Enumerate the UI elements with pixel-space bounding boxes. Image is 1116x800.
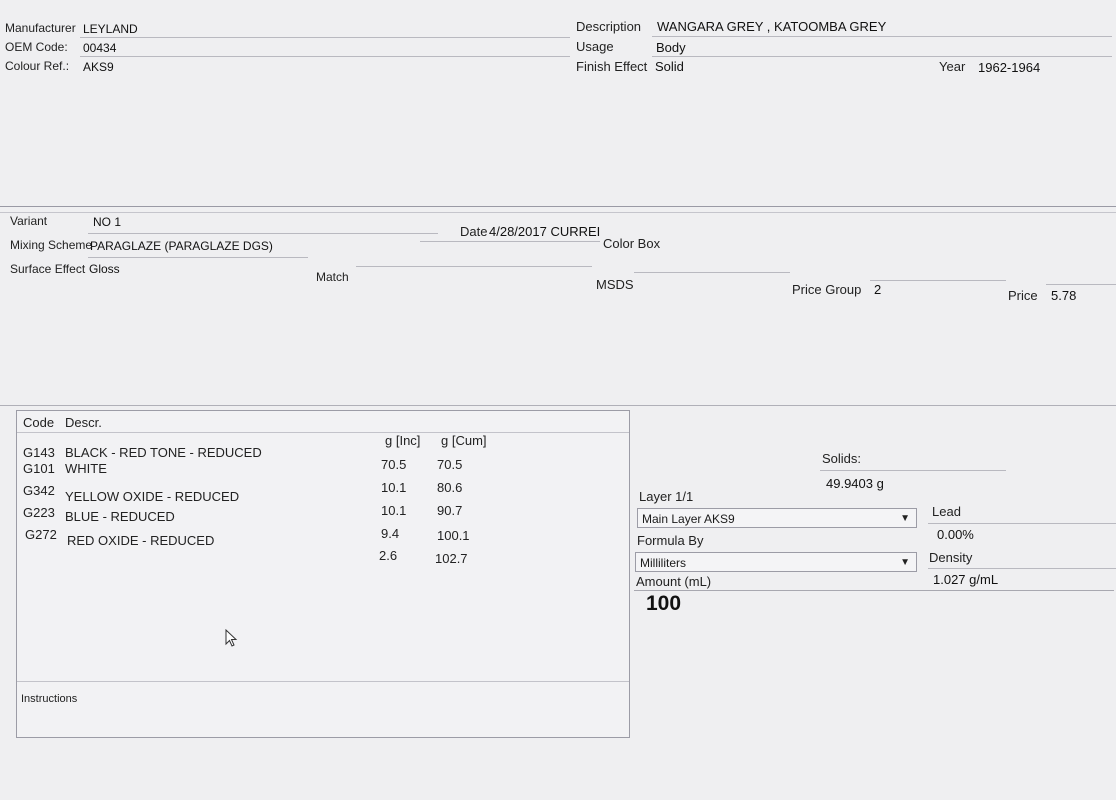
row-code: G272: [25, 527, 57, 542]
price-label: Price: [1008, 288, 1038, 303]
solids-label: Solids:: [822, 451, 862, 466]
match-label: Match: [316, 270, 349, 284]
layer-select-value: Main Layer AKS9: [642, 512, 735, 526]
date-label: Date: [460, 224, 488, 239]
cum-header[interactable]: g [Cum]: [441, 433, 487, 448]
mixing-scheme-field[interactable]: PARAGLAZE (PARAGLAZE DGS): [90, 239, 273, 253]
inc-header[interactable]: g [Inc]: [385, 433, 421, 448]
density-label: Density: [929, 550, 973, 565]
usage-label: Usage: [576, 39, 614, 54]
mouse-cursor-icon: [225, 629, 239, 649]
variant-label: Variant: [10, 214, 48, 228]
price-group-field[interactable]: 2: [874, 282, 882, 297]
instructions-label: Instructions: [21, 693, 78, 705]
oem-code-label: OEM Code:: [5, 40, 68, 54]
row-inc: 10.1: [381, 503, 407, 518]
chevron-down-icon[interactable]: ▼: [900, 557, 910, 568]
usage-field[interactable]: Body: [656, 40, 686, 55]
chevron-down-icon[interactable]: ▼: [900, 513, 910, 524]
amount-field[interactable]: 100: [646, 592, 682, 615]
formula-by-select[interactable]: [635, 552, 917, 572]
row-code: G342: [23, 483, 55, 498]
price-group-label: Price Group: [792, 282, 862, 297]
manufacturer-label: Manufacturer: [5, 21, 76, 35]
colour-ref-label: Colour Ref.:: [5, 59, 70, 73]
row-inc: 2.6: [379, 548, 398, 563]
row-inc: 10.1: [381, 480, 407, 495]
row-inc: 9.4: [381, 526, 400, 541]
colour-ref-field[interactable]: AKS9: [83, 60, 114, 74]
row-descr: BLUE - REDUCED: [65, 509, 175, 524]
color-box-label: Color Box: [603, 236, 661, 251]
finish-effect-field[interactable]: Solid: [655, 59, 684, 74]
description-label: Description: [576, 19, 642, 34]
row-cum: 90.7: [437, 503, 463, 518]
surface-effect-label: Surface Effect: [10, 262, 86, 276]
msds-label: MSDS: [596, 277, 634, 292]
header-divider: [0, 206, 1116, 207]
row-inc: 70.5: [381, 457, 407, 472]
row-descr: WHITE: [65, 461, 107, 476]
solids-value: 49.9403 g: [826, 476, 884, 491]
year-label: Year: [939, 59, 966, 74]
row-descr: RED OXIDE - REDUCED: [67, 533, 215, 548]
mixing-scheme-label: Mixing Scheme: [10, 238, 93, 252]
year-field[interactable]: 1962-1964: [978, 60, 1041, 75]
row-code: G223: [23, 505, 55, 520]
amount-label: Amount (mL): [636, 574, 712, 589]
descr-header[interactable]: Descr.: [65, 415, 102, 430]
row-descr: YELLOW OXIDE - REDUCED: [65, 489, 240, 504]
row-code: G101: [23, 461, 55, 476]
formula-table[interactable]: [16, 410, 630, 738]
row-cum: 80.6: [437, 480, 463, 495]
code-header[interactable]: Code: [23, 415, 55, 430]
finish-effect-label: Finish Effect: [576, 59, 648, 74]
formula-by-label: Formula By: [637, 533, 704, 548]
date-field[interactable]: 4/28/2017 CURREI: [489, 224, 601, 239]
layer-label: Layer 1/1: [639, 489, 694, 504]
row-descr: BLACK - RED TONE - REDUCED: [65, 445, 262, 460]
description-field[interactable]: WANGARA GREY , KATOOMBA GREY: [657, 19, 887, 34]
manufacturer-field[interactable]: LEYLAND: [83, 22, 138, 36]
layer-select[interactable]: [637, 508, 917, 528]
row-cum: 70.5: [437, 457, 463, 472]
surface-effect-field[interactable]: Gloss: [89, 262, 120, 276]
density-value: 1.027 g/mL: [933, 572, 999, 587]
formula-by-select-value: Milliliters: [640, 556, 686, 570]
lead-label: Lead: [932, 504, 961, 519]
row-cum: 102.7: [435, 551, 468, 566]
variant-field[interactable]: NO 1: [93, 215, 122, 229]
lead-value: 0.00%: [937, 527, 974, 542]
oem-code-field[interactable]: 00434: [83, 41, 117, 55]
row-code: G143: [23, 445, 55, 460]
row-cum: 100.1: [437, 528, 470, 543]
price-field[interactable]: 5.78: [1051, 288, 1077, 303]
